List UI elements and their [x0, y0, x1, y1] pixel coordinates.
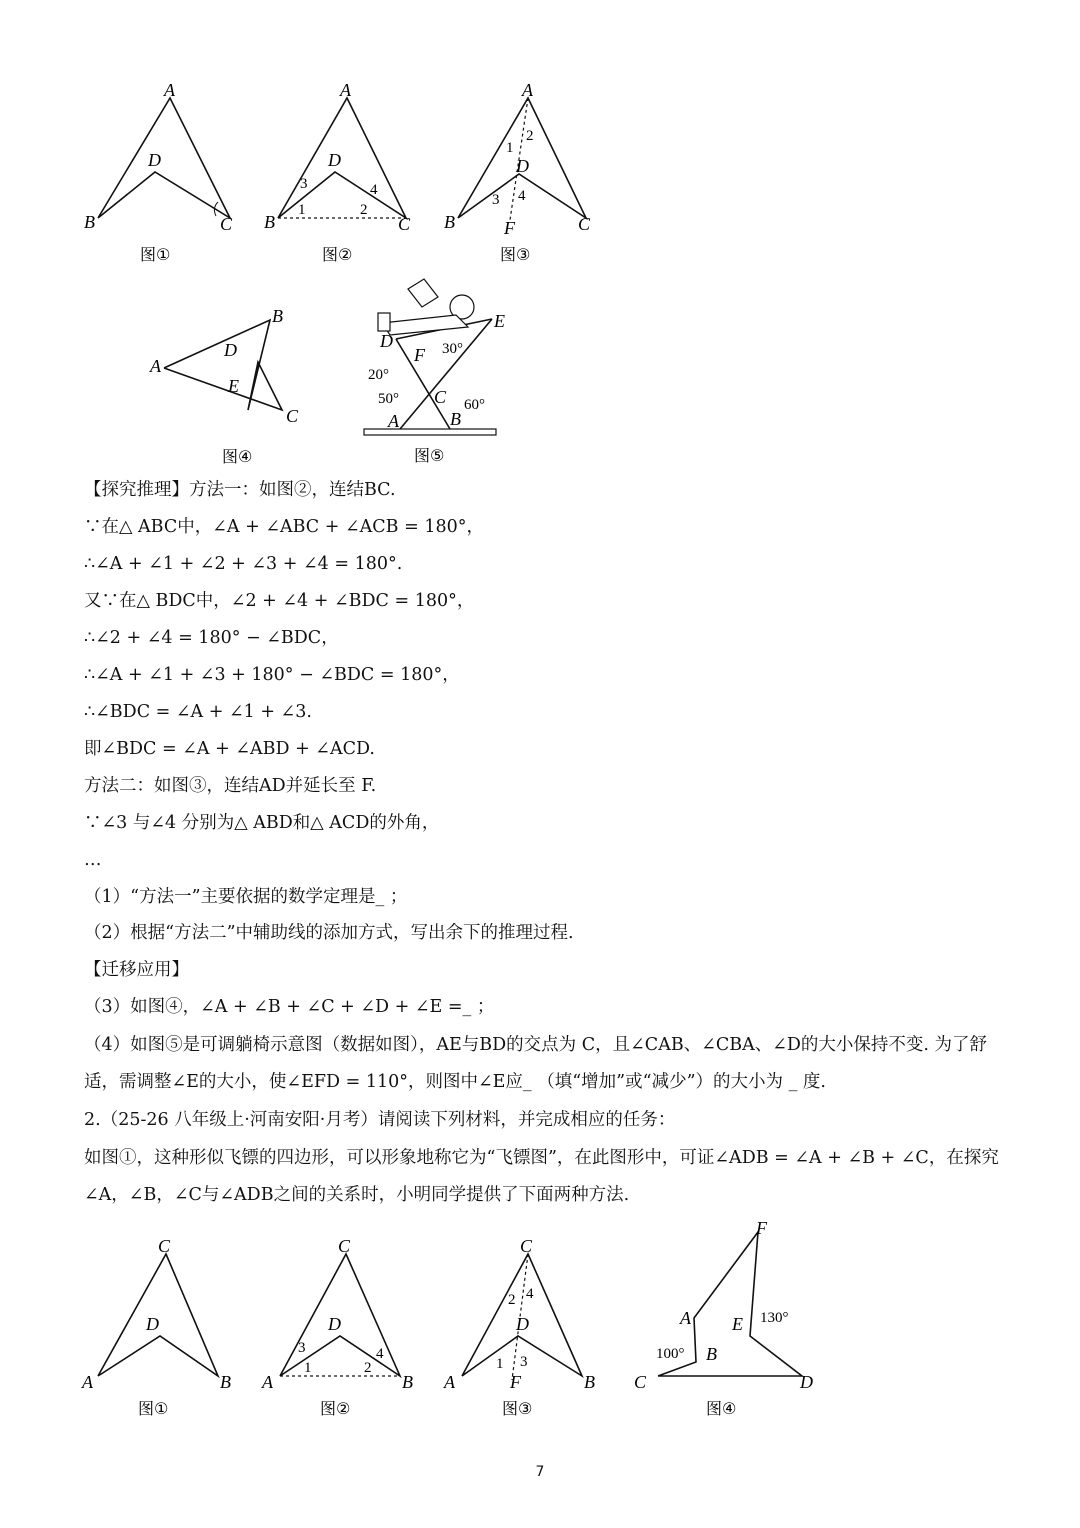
label-a: A — [444, 1372, 455, 1392]
angle-50: 50° — [378, 391, 399, 407]
label-e: E — [494, 311, 505, 331]
question-2-header: 2.（25-26 八年级上·河南安阳·月考）请阅读下列材料，并完成相应的任务： — [84, 1110, 676, 1130]
caption: 图② — [322, 245, 353, 264]
label-c: C — [338, 1236, 351, 1256]
question-3: （3）如图④，∠A + ∠B + ∠C + ∠D + ∠E =_ ； — [84, 997, 495, 1017]
dart-outline — [98, 98, 230, 218]
label-d: D — [224, 340, 237, 360]
caption: 图④ — [706, 1399, 737, 1418]
bottom-figure-4 — [630, 1218, 830, 1423]
angle-3: 3 — [300, 176, 308, 192]
label-c: C — [398, 214, 411, 234]
label-f: F — [510, 1372, 521, 1392]
label-c: C — [286, 406, 299, 426]
label-b: B — [444, 212, 455, 232]
angle-2: 2 — [526, 128, 534, 144]
page-number: 7 — [535, 1464, 545, 1480]
label-d: D — [516, 1314, 529, 1334]
text-line: 方法二：如图③，连结AD并延长至 F. — [84, 776, 377, 796]
caption: 图② — [320, 1399, 351, 1418]
label-f: F — [756, 1218, 767, 1238]
text-line: ∵在△ ABC中，∠A + ∠ABC + ∠ACB = 180°， — [84, 517, 484, 537]
label-a: A — [82, 1372, 93, 1392]
text-line: ∴∠A + ∠1 + ∠2 + ∠3 + ∠4 = 180°. — [84, 554, 403, 574]
label-b: B — [264, 212, 275, 232]
text-line: ∴∠A + ∠1 + ∠3 + 180° − ∠BDC = 180°， — [84, 665, 460, 685]
angle-4: 4 — [518, 188, 526, 204]
label-c: C — [158, 1236, 171, 1256]
label-b: B — [402, 1372, 413, 1392]
angle-3: 3 — [298, 1340, 306, 1356]
top-figure-3 — [440, 80, 610, 270]
angle-3: 3 — [520, 1354, 528, 1370]
question-1: （1）“方法一”主要依据的数学定理是_ ； — [84, 887, 408, 907]
star-outline — [164, 320, 282, 410]
angle-1: 1 — [506, 140, 514, 156]
angle-3: 3 — [492, 192, 500, 208]
angle-4: 4 — [370, 182, 378, 198]
angle-1: 1 — [298, 202, 306, 218]
dart-outline — [278, 98, 406, 218]
label-d: D — [328, 1314, 341, 1334]
angle-4: 4 — [526, 1286, 534, 1302]
caption: 图③ — [502, 1399, 533, 1418]
label-b: B — [450, 409, 461, 429]
ground — [364, 429, 496, 435]
label-a: A — [150, 356, 161, 376]
angle-1: 1 — [304, 1360, 312, 1376]
label-b: B — [84, 212, 95, 232]
text-line: … — [84, 850, 102, 870]
text-line: ∵∠3 与∠4 分别为△ ABD和△ ACD的外角， — [84, 813, 440, 833]
label-c: C — [434, 387, 447, 407]
caption: 图⑤ — [414, 446, 445, 465]
text-line: 即∠BDC = ∠A + ∠ABD + ∠ACD. — [84, 739, 375, 759]
bottom-figure-2 — [258, 1232, 428, 1422]
caption: 图③ — [500, 245, 531, 264]
label-a: A — [262, 1372, 273, 1392]
label-c: C — [634, 1372, 647, 1392]
angle-4: 4 — [376, 1346, 384, 1362]
label-a: A — [680, 1308, 691, 1328]
label-a: A — [388, 411, 399, 431]
label-b: B — [220, 1372, 231, 1392]
label-e: E — [228, 376, 239, 396]
angle-1: 1 — [496, 1356, 504, 1372]
label-a: A — [164, 80, 175, 100]
label-d: D — [148, 150, 161, 170]
label-f: F — [504, 218, 515, 238]
top-figure-5 — [360, 275, 540, 470]
top-figure-4 — [140, 300, 320, 470]
label-d: D — [146, 1314, 159, 1334]
label-b: B — [584, 1372, 595, 1392]
text-line: ∴∠2 + ∠4 = 180° − ∠BDC， — [84, 628, 339, 648]
label-c: C — [578, 214, 591, 234]
angle-100: 100° — [656, 1346, 685, 1362]
label-c: C — [520, 1236, 533, 1256]
label-b: B — [706, 1344, 717, 1364]
label-d: D — [328, 150, 341, 170]
angle-2: 2 — [360, 202, 368, 218]
caption: 图④ — [222, 447, 253, 466]
label-a: A — [340, 80, 351, 100]
label-d: D — [800, 1372, 813, 1392]
text-line: 又∵在△ BDC中，∠2 + ∠4 + ∠BDC = 180°， — [84, 591, 475, 611]
label-f: F — [414, 345, 425, 365]
section-heading: 【迁移应用】 — [84, 960, 189, 980]
label-a: A — [522, 80, 533, 100]
top-figure-2 — [260, 80, 420, 270]
label-b: B — [272, 306, 283, 326]
angle-60: 60° — [464, 397, 485, 413]
caption: 图① — [140, 245, 171, 264]
caption: 图① — [138, 1399, 169, 1418]
top-figure-1 — [80, 80, 240, 270]
question-4: （4）如图⑤是可调躺椅示意图（数据如图），AE与BD的交点为 C，且∠CAB、∠CBA、∠D的大小保持不变. 为了舒适，需调整∠E的大小，使∠EFD = 110°，则图中∠E应_ （填“增加”或“减少”）的大小为 _ 度. — [84, 1035, 988, 1092]
label-c: C — [220, 214, 233, 234]
label-d: D — [516, 156, 529, 176]
angle-130: 130° — [760, 1310, 789, 1326]
angle-20: 20° — [368, 367, 389, 383]
bottom-figure-3 — [440, 1232, 610, 1422]
question-2-intro: 如图①，这种形似飞镖的四边形，可以形象地称它为“飞镖图”，在此图形中，可证∠ADB = ∠A + ∠B + ∠C，在探究∠A，∠B，∠C与∠ADB之间的关系时，小明同学提供了下面两种方法. — [84, 1148, 999, 1205]
question-2: （2）根据“方法二”中辅助线的添加方式，写出余下的推理过程. — [84, 923, 574, 943]
person-drawing — [378, 279, 474, 335]
text-line: ∴∠BDC = ∠A + ∠1 + ∠3. — [84, 702, 312, 722]
label-e: E — [732, 1314, 743, 1334]
angle-2: 2 — [508, 1292, 516, 1308]
angle-2: 2 — [364, 1360, 372, 1376]
text-line: 【探究推理】方法一：如图②，连结BC. — [84, 480, 396, 500]
label-d: D — [380, 331, 393, 351]
bottom-figure-1 — [76, 1232, 246, 1422]
angle-30: 30° — [442, 341, 463, 357]
